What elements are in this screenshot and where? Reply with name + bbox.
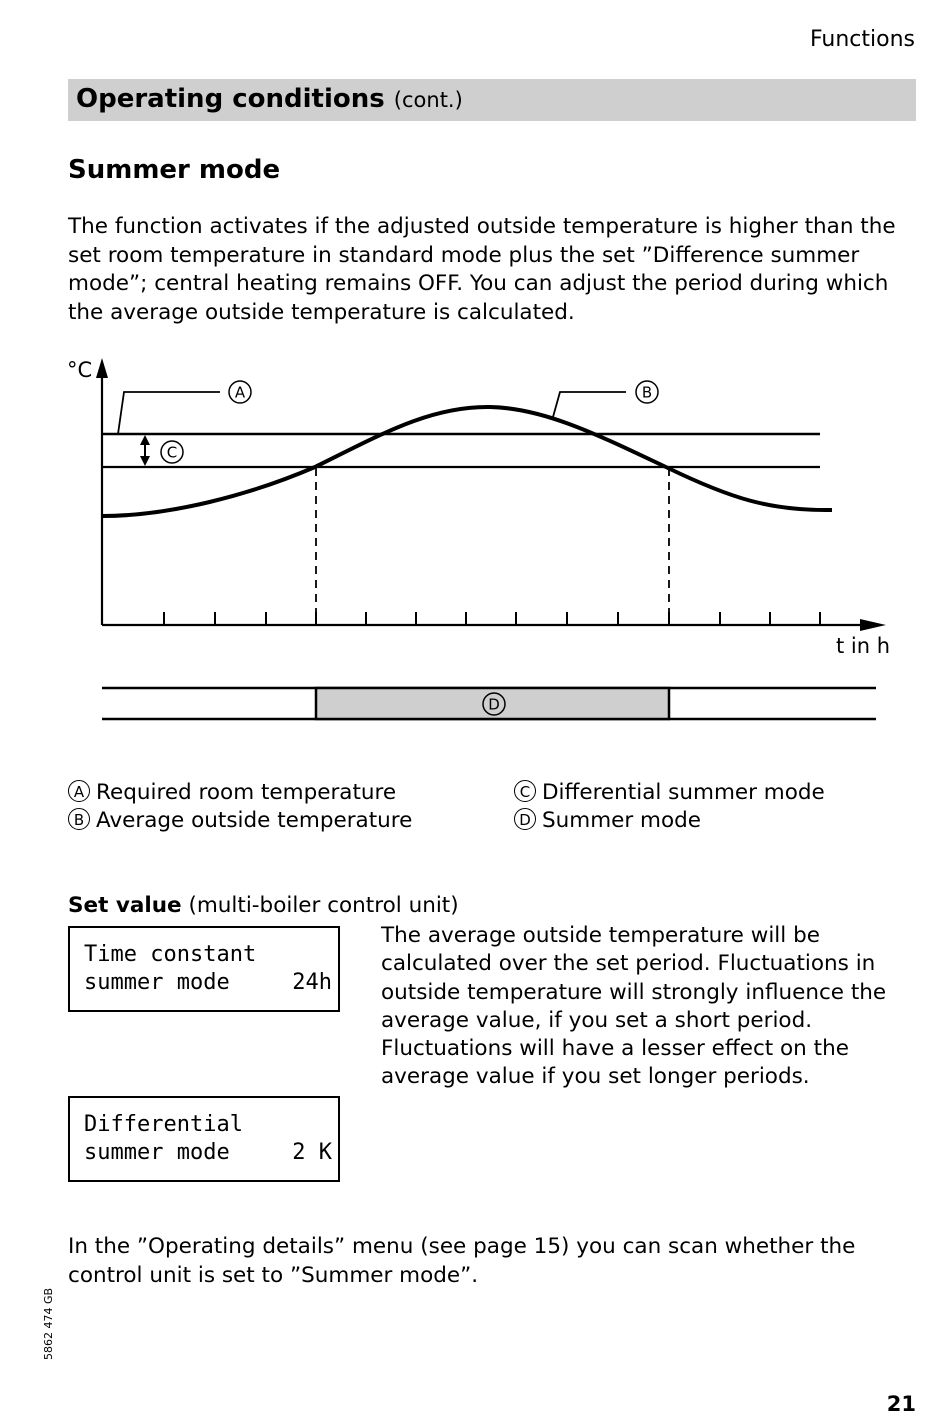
operating-details-note: In the ”Operating details” menu (see page 15) you can scan whether the control unit is set to ”Summer mode”.: [68, 1234, 856, 1288]
average-outside-temperature-curve: [102, 407, 832, 516]
display-time-constant-value: 24h: [292, 970, 332, 995]
y-axis-arrowhead: [96, 358, 108, 378]
x-axis-label: t in h: [836, 634, 891, 658]
marker-d: [483, 693, 505, 715]
x-axis-ticks: [164, 612, 820, 625]
document-code: 5862 474 GB: [42, 1287, 55, 1360]
set-value-heading-rest: (multi-boiler control unit): [188, 893, 459, 918]
legend-text-c: Differential summer mode: [542, 780, 825, 805]
marker-a: [229, 381, 251, 403]
summer-mode-diagram: [0, 350, 950, 730]
time-constant-description: The average outside temperature will be calculated over the set period. Fluctuations in outside temperature will strongly influence the average value, if you set a short period. Fluctuations will have a lesser effect on the average value if you set longer periods.: [381, 923, 887, 1090]
running-header: Functions: [809, 27, 915, 52]
legend-text-b: Average outside temperature: [96, 808, 413, 833]
section-title: [76, 84, 463, 114]
marker-b: [636, 381, 658, 403]
intro-paragraph: The function activates if the adjusted outside temperature is higher than the set room temperature in standard mode plus the set ”Difference summer mode”; central heating remains OFF. You can adjust the period during which the average outside temperature is calculated.: [68, 214, 896, 325]
page-number: 21: [886, 1392, 916, 1416]
legend-column-right: [514, 779, 825, 835]
display-time-constant-line1: Time constant: [84, 942, 257, 967]
display-time-constant: [68, 926, 340, 1012]
leader-line-b: [553, 392, 626, 417]
y-axis-label: °C: [67, 358, 93, 382]
legend-letter-c: C: [514, 780, 536, 802]
set-value-heading: [68, 893, 459, 918]
marker-c-text: C: [166, 443, 178, 462]
legend-item-a: [68, 779, 412, 807]
display-differential-line1: Differential: [84, 1112, 243, 1137]
legend-letter-a: A: [68, 780, 90, 802]
legend-item-b: [68, 807, 412, 835]
set-value-heading-bold: Set value: [68, 893, 182, 918]
x-axis-arrowhead: [860, 619, 886, 631]
legend-item-d: [514, 807, 825, 835]
marker-a-text: A: [234, 383, 246, 402]
legend-item-c: [514, 779, 825, 807]
display-time-constant-line2: summer mode: [84, 970, 230, 995]
marker-c: [161, 441, 183, 463]
legend-text-a: Required room temperature: [96, 780, 397, 805]
display-differential-value: 2 K: [292, 1140, 332, 1165]
display-differential: [68, 1096, 340, 1182]
legend-letter-b: B: [68, 808, 90, 830]
legend-column-left: [68, 779, 412, 835]
legend-letter-d: D: [514, 808, 536, 830]
marker-d-text: D: [488, 695, 500, 714]
legend-text-d: Summer mode: [542, 808, 702, 833]
marker-b-text: B: [641, 383, 653, 402]
display-differential-line2: summer mode: [84, 1140, 230, 1165]
section-title-main: Operating conditions: [76, 84, 385, 114]
subheading-summer-mode: Summer mode: [68, 155, 281, 185]
section-title-suffix: (cont.): [393, 88, 463, 112]
leader-line-a: [118, 392, 220, 434]
